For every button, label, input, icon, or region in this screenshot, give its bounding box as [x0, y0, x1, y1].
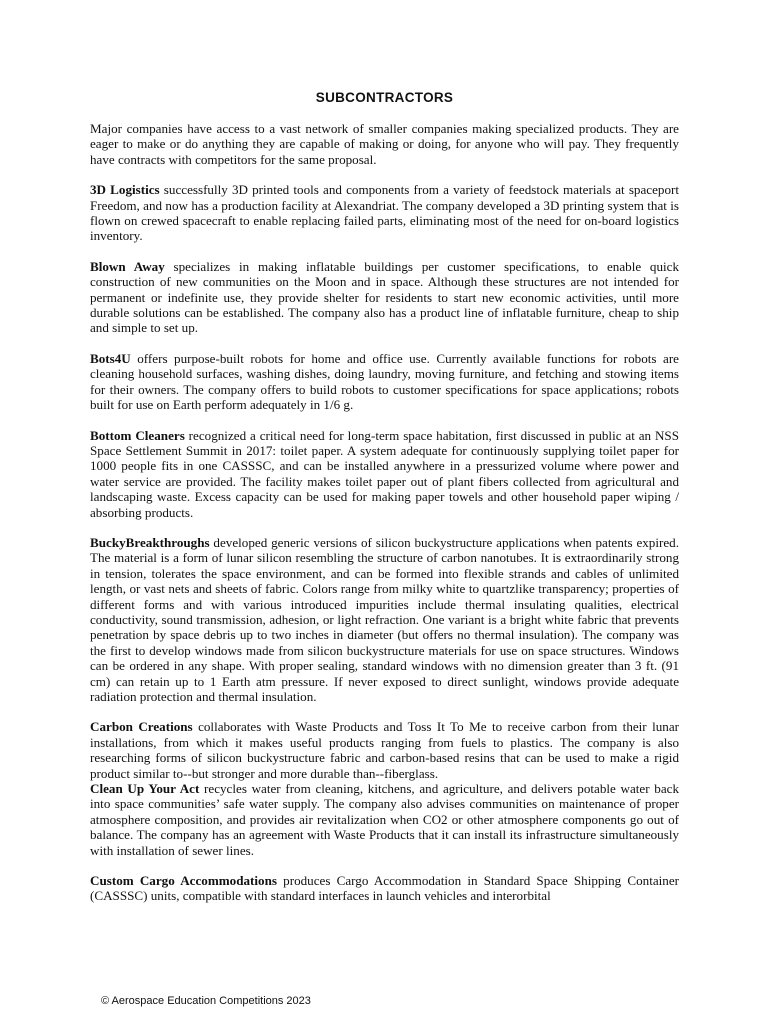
entry-bots4u [90, 351, 679, 413]
entry-text: collaborates with Waste Products and Toss It To Me to receive carbon from their lunar installations, from which it makes useful products ranging from fuels to plastics. The company is also researching forms of silicon buckystructure fabric and carbon-based resins that can be used to make a rigid product similar to--but stronger and more durable than--fiberglass. [90, 719, 679, 781]
entry-name: Carbon Creations [90, 719, 193, 735]
entry-text: produces Cargo Accommodation in Standard Space Shipping Container (CASSSC) units, compatible with standard interfaces in launch vehicles and interorbital [90, 873, 680, 904]
entry-text: recognized a critical need for long-term space habitation, first discussed in public at an NSS Space Settlement Summit in 2017: toilet paper. A system adequate for continuously supplying toilet paper for 1000 people fits in one CASSSC, and can be installed anywhere in a pressurized volume where power and water service are provided. The facility makes toilet paper out of plant fibers collected from agricultural and landscaping waste. Excess capacity can be used for making paper towels and other household paper wiping / absorbing products. [90, 427, 679, 520]
entry-name: BuckyBreakthroughs [90, 534, 210, 550]
entry-bottom-cleaners [90, 428, 679, 520]
entry-name: Clean Up Your Act [90, 781, 200, 797]
entry-3d-logistics [90, 182, 679, 244]
intro-paragraph: Major companies have access to a vast network of smaller companies making specialized products. They are eager to make or do anything they are capable of making or doing, for anyone who will pay. They frequently have contracts with competitors for the same proposal. [90, 121, 679, 167]
entry-carbon-creations [90, 719, 679, 781]
entry-name: Custom Cargo Accommodations [90, 873, 277, 889]
entry-custom-cargo-accommodations [90, 873, 679, 904]
entry-text: successfully 3D printed tools and components from a variety of feedstock materials at spaceport Freedom, and now has a production facility at Alexandriat. The company developed a 3D printing system that is flown on crewed spacecraft to enable replacing failed parts, eliminating most of the need for on-board logistics inventory. [90, 182, 679, 244]
entry-text: offers purpose-built robots for home and office use. Currently available functions for robots are cleaning household surfaces, washing dishes, doing laundry, moving furniture, and fetching and stowing items for their owners. The company offers to build robots to customer specifications for space applications; robots built for use on Earth perform adequately in 1/6 g. [90, 350, 679, 413]
entry-name: Blown Away [90, 258, 165, 274]
entry-blown-away [90, 259, 679, 336]
page-title: SUBCONTRACTORS [315, 90, 454, 105]
page-footer: © Aerospace Education Competitions 2023 [101, 995, 311, 1007]
entry-name: Bots4U [90, 350, 131, 366]
entry-name: 3D Logistics [90, 182, 160, 198]
entry-text: specializes in making inflatable buildings per customer specifications, to enable quick construction of new communities on the Moon and in space. Although these structures are not intended for permanent or indefinite use, they provide shelter for residents to start new economic activities, until more durable solutions can be established. The company also has a product line of inflatable furniture, cheap to ship and simple to set up. [90, 258, 680, 336]
entry-text: recycles water from cleaning, kitchens, and agriculture, and delivers potable water back into space communities’ safe water supply. The company also advises communities on maintenance of proper atmosphere composition, and provides air revitalization when CO2 or other atmosphere components go out of balance. The company has an agreement with Waste Products that it can install its infrastructure simultaneously with installation of sewer lines. [90, 781, 680, 858]
entry-text: developed generic versions of silicon buckystructure applications when patents expired. The material is a form of lunar silicon resembling the structure of carbon nanotubes. It is extraordinarily strong in tension, tolerates the space environment, and can be formed into flexible strands and cables of unlimited length, or vast nets and sheets of fabric. Colors range from milky white to quartzlike transparency; properties of different forms and with various introduced impurities include thermal insulating qualities, electrical conductivity, sound transmission, adhesion, or light refraction. One variant is a bright white fabric that prevents penetration by space debris up to two inches in diameter (but offers no thermal insulation). The company was the first to develop windows made from silicon buckystructure materials for use on space structures. Windows can be ordered in any shape. With proper sealing, standard windows with no dimension greater than 3 ft. (91 cm) can retain up to 1 Earth atm pressure. If never exposed to direct sunlight, windows provide adequate radiation protection and thermal insulation. [90, 534, 679, 704]
entry-clean-up-your-act [90, 781, 679, 858]
entry-name: Bottom Cleaners [90, 427, 185, 443]
entry-buckybreakthroughs [90, 535, 679, 704]
